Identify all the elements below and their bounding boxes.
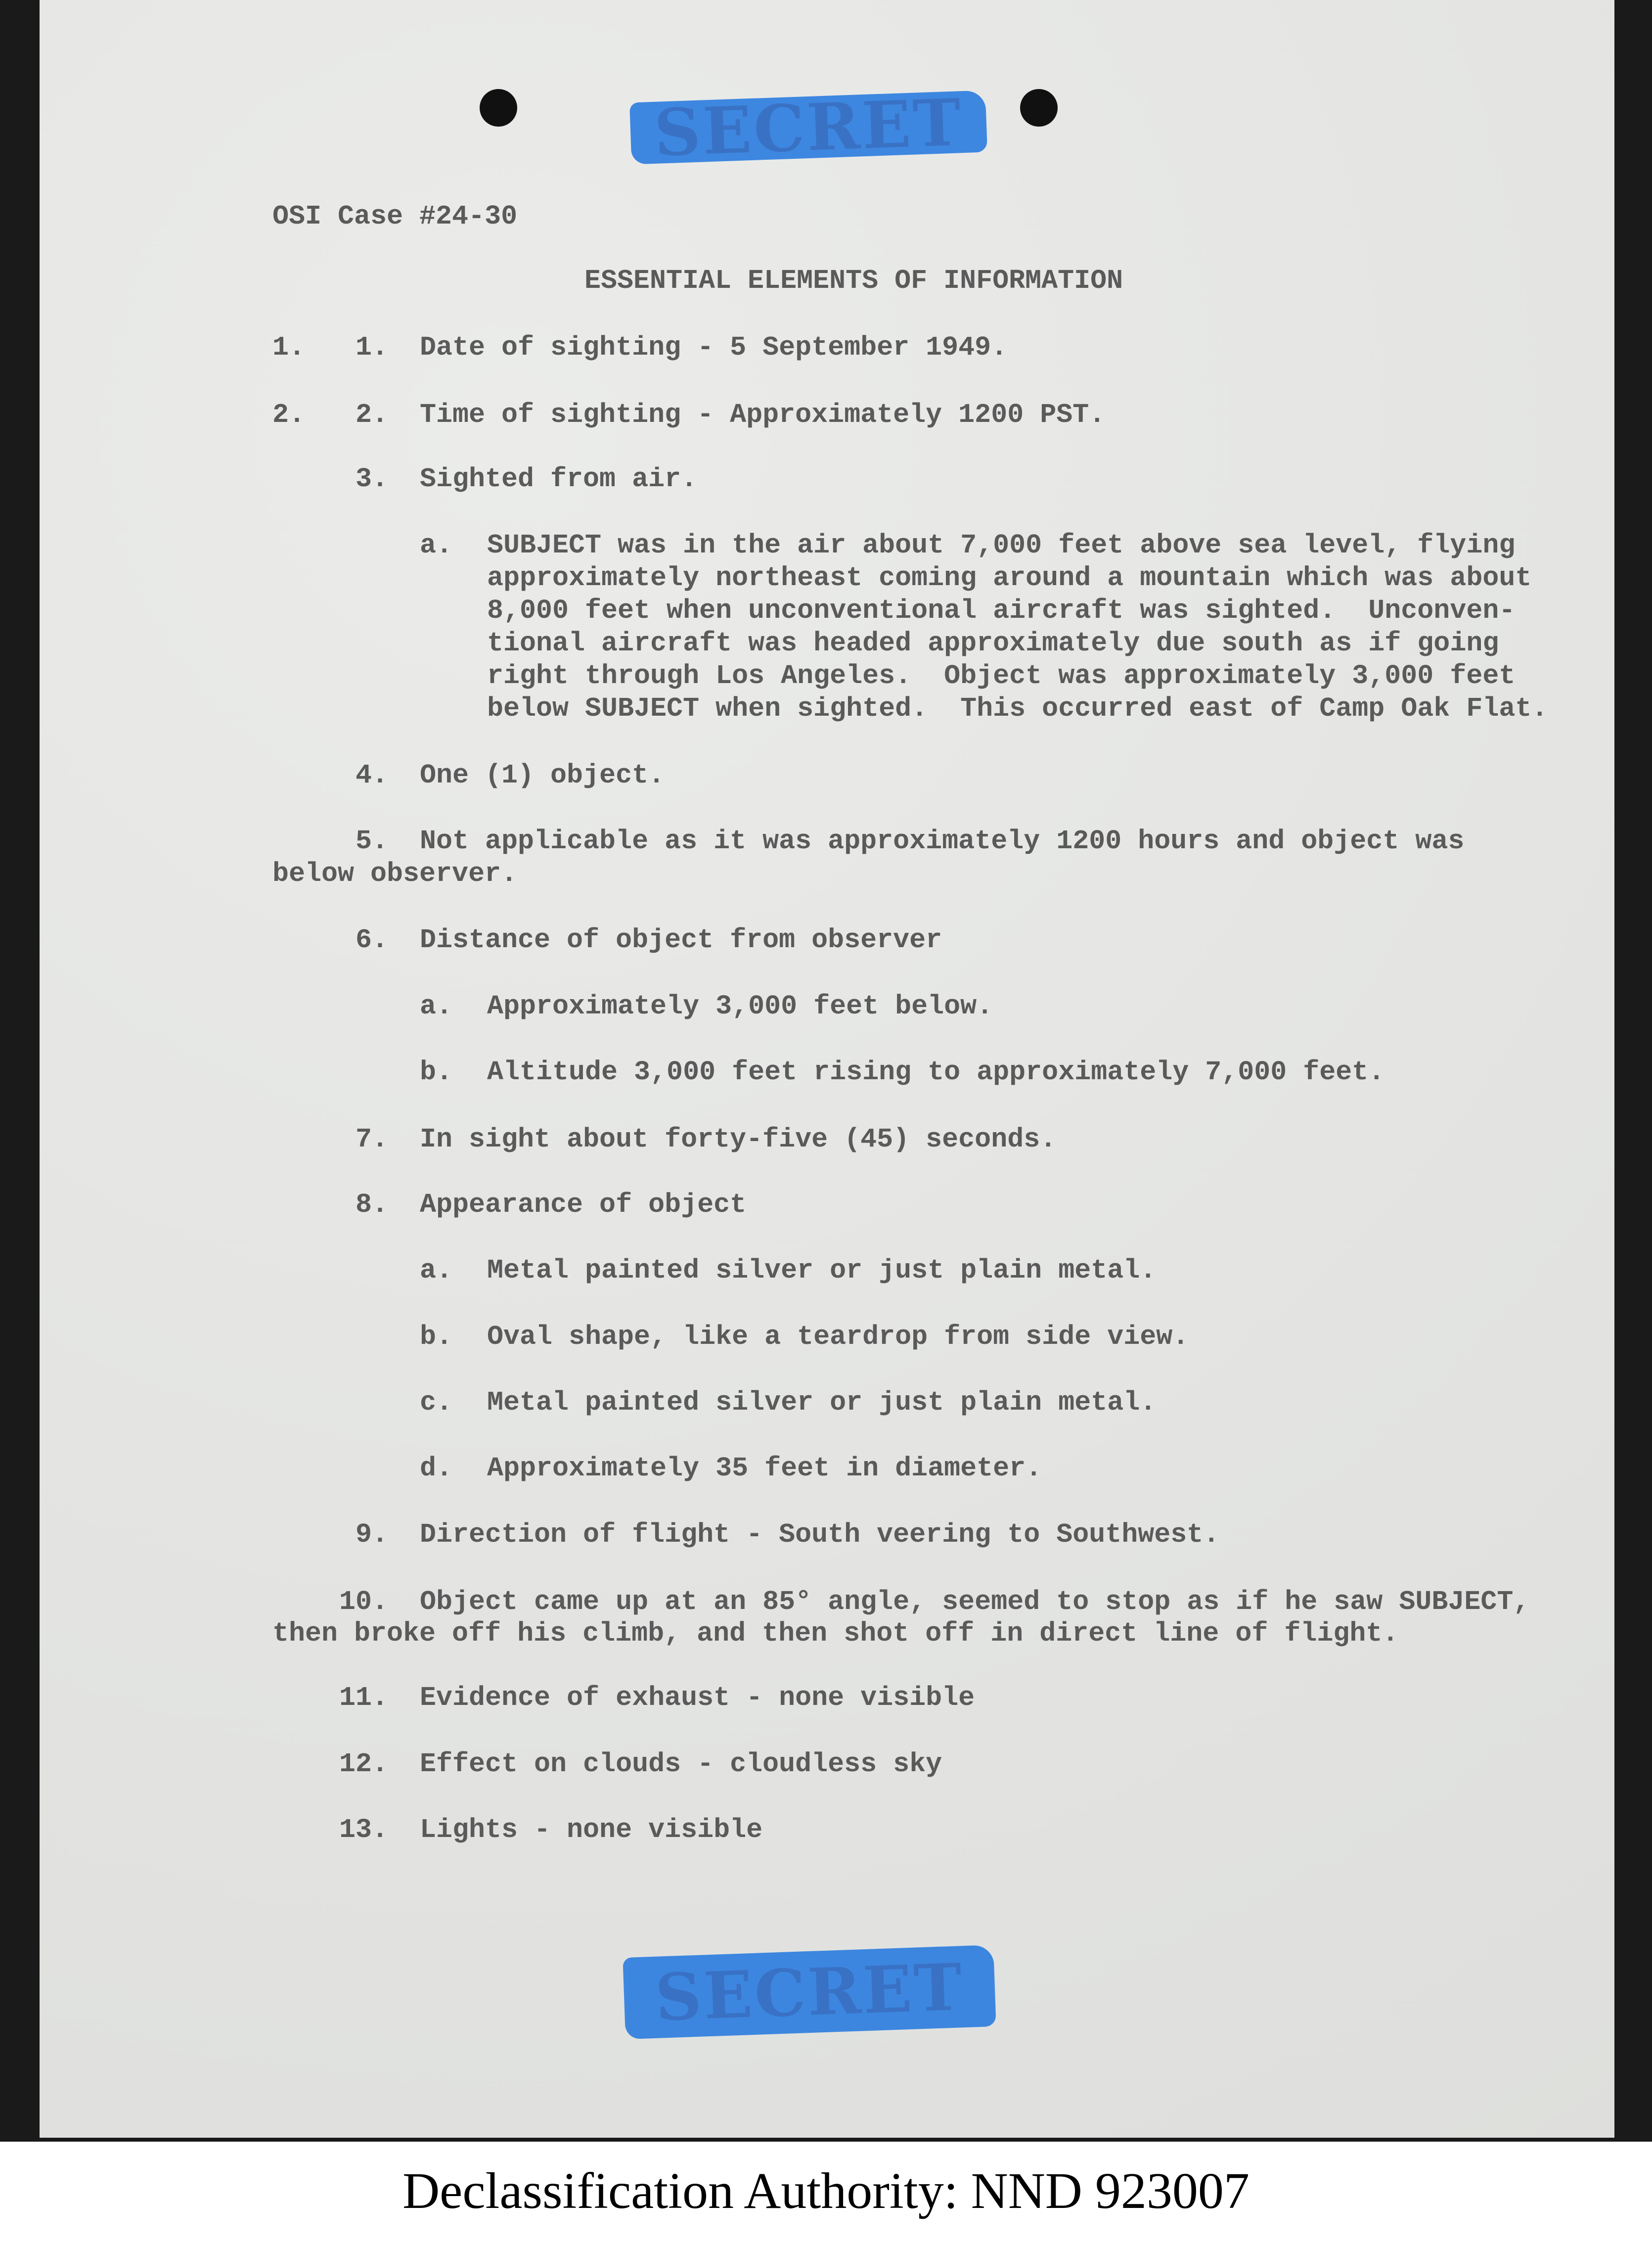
item-3a-line: below SUBJECT when sighted. This occurred east of Camp Oak Flat. <box>487 693 1548 724</box>
stamp-text: SECRET <box>654 1949 965 2035</box>
item-8b-text: Oval shape, like a teardrop from side view. <box>487 1321 1189 1352</box>
item-5-continuation: below observer. <box>272 858 518 889</box>
item-3a-line: 8,000 feet when unconventional aircraft was sighted. Unconven- <box>487 595 1516 626</box>
punch-hole-right <box>1020 89 1058 127</box>
item-6-text: Distance of object from observer <box>420 924 942 956</box>
item-6-number: 6. <box>356 924 389 956</box>
declassification-caption: Declassification Authority: NND 923007 <box>402 2162 1250 2219</box>
item-2-outer-number: 2. <box>272 399 306 430</box>
item-1-text: Date of sighting - 5 September 1949. <box>420 332 1008 363</box>
item-1-number: 1. <box>356 332 389 363</box>
item-8d-text: Approximately 35 feet in diameter. <box>487 1453 1042 1484</box>
item-6a-text: Approximately 3,000 feet below. <box>487 991 993 1022</box>
item-3-number: 3. <box>356 463 389 495</box>
case-number: OSI Case #24-30 <box>272 201 518 232</box>
item-12-text: Effect on clouds - cloudless sky <box>420 1748 942 1780</box>
item-10-number: 10. <box>339 1586 389 1617</box>
secret-stamp-top <box>629 84 987 171</box>
item-8-text: Appearance of object <box>420 1189 747 1220</box>
item-13-text: Lights - none visible <box>420 1814 763 1845</box>
item-3-text: Sighted from air. <box>420 463 698 495</box>
item-13-number: 13. <box>339 1814 389 1845</box>
item-7-number: 7. <box>356 1124 389 1155</box>
item-10-continuation: then broke off his climb, and then shot off in direct line of flight. <box>272 1618 1399 1649</box>
item-8c-letter: c. <box>420 1387 453 1418</box>
item-2-number: 2. <box>356 399 389 430</box>
item-3a-line: approximately northeast coming around a mountain which was about <box>487 562 1532 594</box>
item-4-number: 4. <box>356 760 389 791</box>
item-3a-line: SUBJECT was in the air about 7,000 feet above sea level, flying <box>487 530 1516 561</box>
item-4-text: One (1) object. <box>420 760 665 791</box>
item-3a-line: tional aircraft was headed approximately due south as if going <box>487 628 1499 659</box>
item-7-text: In sight about forty-five (45) seconds. <box>420 1124 1057 1155</box>
item-8a-text: Metal painted silver or just plain metal. <box>487 1255 1157 1286</box>
item-10-text: Object came up at an 85° angle, seemed to stop as if he saw SUBJECT, <box>420 1586 1530 1617</box>
item-8-number: 8. <box>356 1189 389 1220</box>
item-1-outer-number: 1. <box>272 332 306 363</box>
item-3a-line: right through Los Angeles. Object was approximately 3,000 feet <box>487 660 1516 691</box>
item-5-number: 5. <box>356 826 389 857</box>
item-8c-text: Metal painted silver or just plain metal. <box>487 1387 1157 1418</box>
item-8d-letter: d. <box>420 1453 453 1484</box>
item-6a-letter: a. <box>420 991 453 1022</box>
item-2-text: Time of sighting - Approximately 1200 PST. <box>420 399 1106 430</box>
item-11-text: Evidence of exhaust - none visible <box>420 1682 975 1713</box>
item-12-number: 12. <box>339 1748 389 1780</box>
item-9-text: Direction of flight - South veering to Southwest. <box>420 1519 1220 1550</box>
stamp-text: SECRET <box>653 84 964 171</box>
item-8b-letter: b. <box>420 1321 453 1352</box>
item-11-number: 11. <box>339 1682 389 1713</box>
item-5-text: Not applicable as it was approximately 1200 hours and object was <box>420 826 1465 857</box>
item-3a-letter: a. <box>420 530 453 561</box>
punch-hole-left <box>480 89 517 127</box>
item-6b-text: Altitude 3,000 feet rising to approximately 7,000 feet. <box>487 1056 1385 1088</box>
document-title: ESSENTIAL ELEMENTS OF INFORMATION <box>584 265 1123 296</box>
secret-stamp-bottom <box>623 1945 996 2039</box>
item-8a-letter: a. <box>420 1255 453 1286</box>
item-9-number: 9. <box>356 1519 389 1550</box>
item-6b-letter: b. <box>420 1056 453 1088</box>
